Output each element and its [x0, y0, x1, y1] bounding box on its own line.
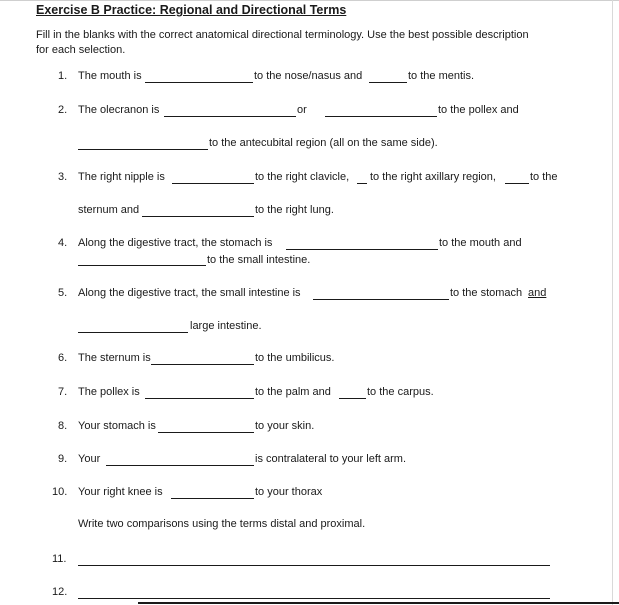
question-text: to the antecubital region (all on the same side). [209, 137, 438, 149]
answer-blank[interactable] [505, 183, 529, 184]
question-text: The olecranon is [78, 104, 160, 116]
answer-blank[interactable] [158, 432, 254, 433]
question-text: Along the digestive tract, the small intestine is [78, 287, 301, 299]
question-text: to the right axillary region, [370, 171, 496, 183]
question-text: to the mouth and [439, 237, 522, 249]
answer-blank[interactable] [78, 149, 208, 150]
question-text: The sternum is [78, 352, 151, 364]
question-number: 3. [58, 171, 68, 183]
question-text: sternum and [78, 204, 140, 216]
answer-blank[interactable] [313, 299, 449, 300]
question-number: 12. [52, 586, 68, 598]
answer-blank[interactable] [171, 498, 254, 499]
answer-blank[interactable] [145, 82, 253, 83]
question-number: 10. [52, 486, 68, 498]
question-text: Your [78, 453, 101, 465]
answer-blank[interactable] [325, 116, 437, 117]
question-text: is contralateral to your left arm. [255, 453, 407, 465]
question-number: 5. [58, 287, 68, 299]
answer-blank[interactable] [164, 116, 296, 117]
question-number: 8. [58, 420, 68, 432]
question-number: 4. [58, 237, 68, 249]
question-text: to your skin. [255, 420, 315, 432]
question-number: 11. [52, 553, 67, 565]
answer-blank[interactable] [142, 216, 254, 217]
answer-blank[interactable] [286, 249, 438, 250]
question-text: or [297, 104, 307, 116]
question-text: to the small intestine. [207, 254, 311, 266]
answer-blank[interactable] [78, 265, 206, 266]
answer-blank[interactable] [145, 398, 254, 399]
answer-blank[interactable] [357, 183, 367, 184]
instructions-line-1: Fill in the blanks with the correct anatomical directional terminology. Use the best possible description [36, 29, 529, 41]
question-number: 2. [58, 104, 68, 116]
answer-blank[interactable] [78, 565, 550, 566]
question-text: The pollex is [78, 386, 140, 398]
question-text: to the umbilicus. [255, 352, 335, 364]
answer-blank[interactable] [369, 82, 407, 83]
question-text: large intestine. [190, 320, 262, 332]
question-text: to your thorax [255, 486, 323, 498]
answer-blank[interactable] [172, 183, 254, 184]
page-top-border [0, 0, 619, 1]
question-text: to the [530, 171, 558, 183]
question-text: The right nipple is [78, 171, 165, 183]
page-title: Exercise B Practice: Regional and Directional Terms [36, 3, 347, 17]
question-text: to the right lung. [255, 204, 334, 216]
answer-blank[interactable] [78, 598, 550, 599]
question-text: Your right knee is [78, 486, 163, 498]
question-text: to the right clavicle, [255, 171, 350, 183]
question-text: The mouth is [78, 70, 142, 82]
question-number: 1. [58, 70, 68, 82]
page-right-border [612, 0, 613, 605]
question-text: to the nose/nasus and [254, 70, 363, 82]
page-bottom-rule [138, 602, 619, 604]
question-number: 6. [58, 352, 68, 364]
instructions-line-2: for each selection. [36, 44, 126, 56]
question-number: 9. [58, 453, 68, 465]
question-text: to the palm and [255, 386, 331, 398]
answer-blank[interactable] [106, 465, 254, 466]
comparison-prompt: Write two comparisons using the terms distal and proximal. [78, 518, 366, 530]
answer-blank[interactable] [78, 332, 188, 333]
question-text: to the stomach [450, 287, 523, 299]
question-text: Along the digestive tract, the stomach is [78, 237, 273, 249]
answer-blank[interactable] [151, 364, 254, 365]
question-text: to the pollex and [438, 104, 519, 116]
answer-blank[interactable] [339, 398, 366, 399]
question-text: to the mentis. [408, 70, 475, 82]
question-text: Your stomach is [78, 420, 156, 432]
question-text: and [528, 287, 547, 299]
question-text: to the carpus. [367, 386, 434, 398]
question-number: 7. [58, 386, 68, 398]
